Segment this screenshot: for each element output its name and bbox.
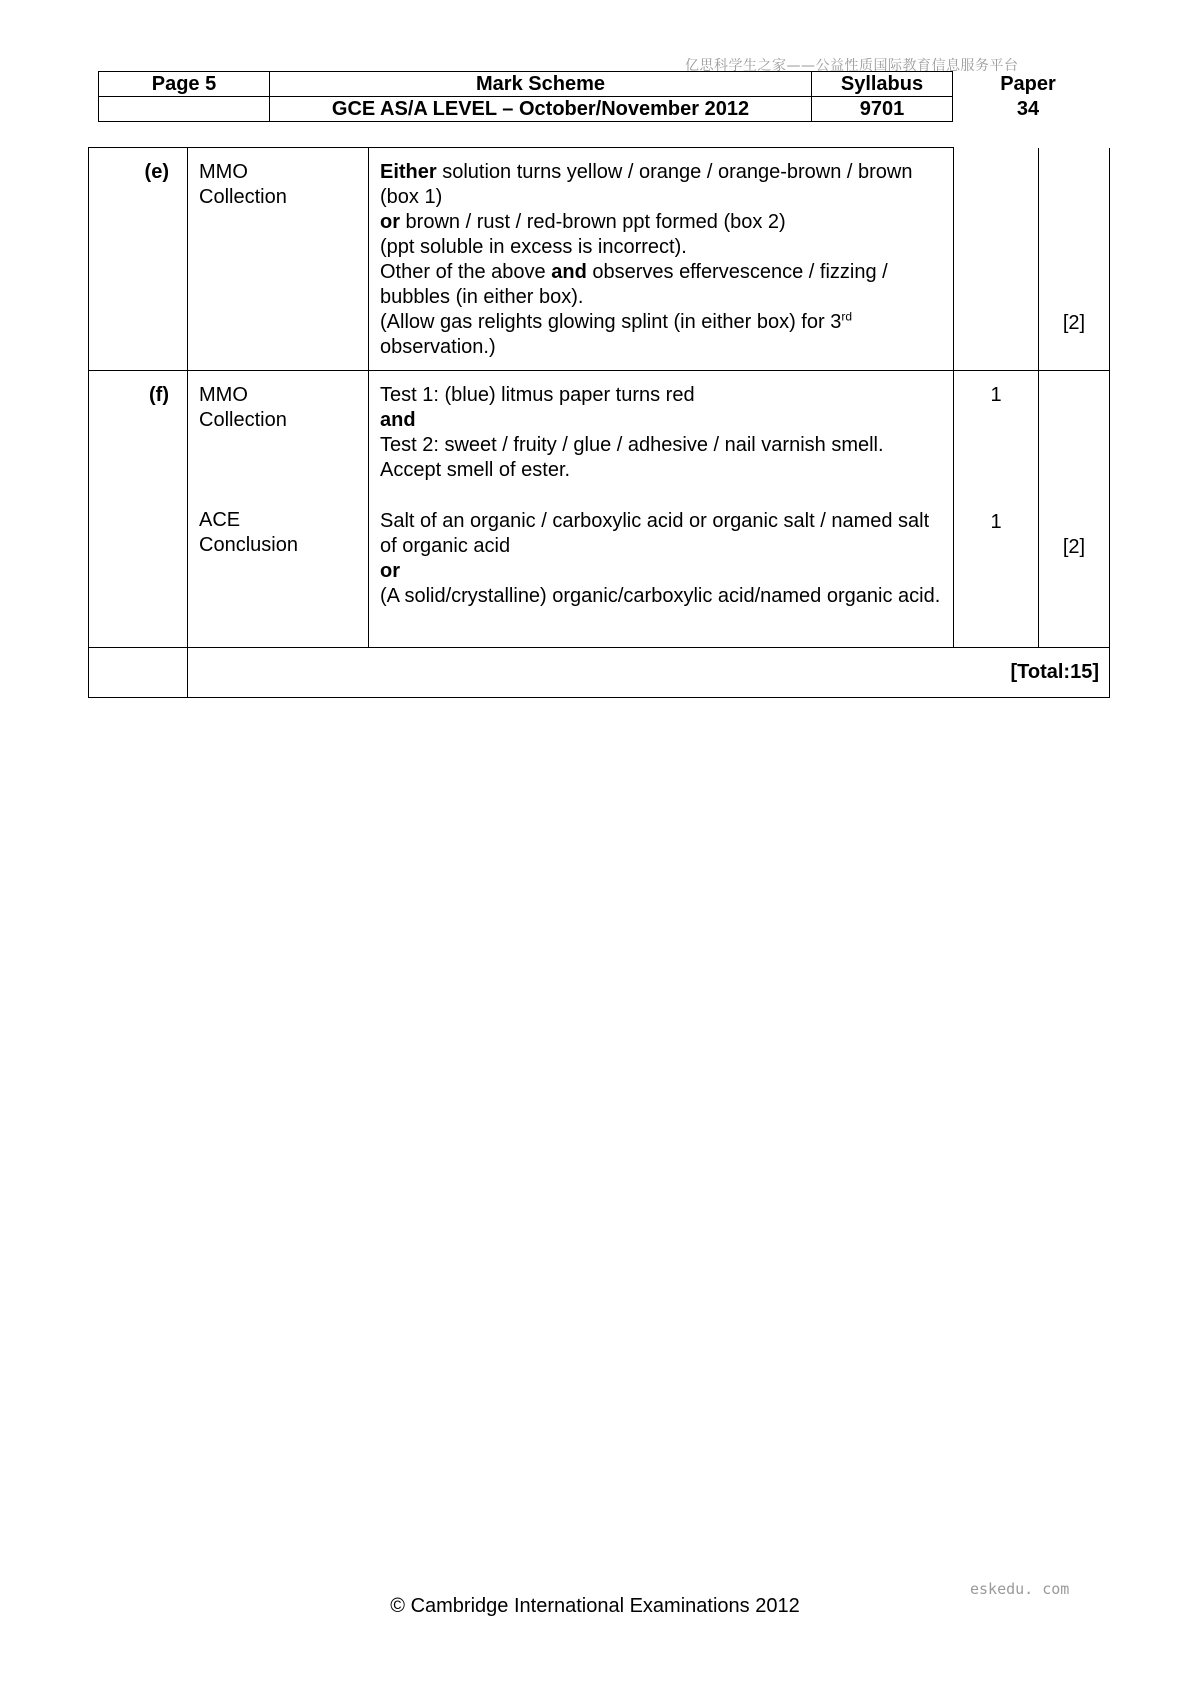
answer-line: and	[380, 409, 416, 431]
skill-label: MMO	[199, 161, 248, 183]
answer-line: (A solid/crystalline) organic/carboxylic acid/named organic acid.	[380, 585, 941, 607]
table-row	[89, 371, 1110, 648]
skill-label: Conclusion	[199, 534, 298, 556]
syllabus-label: Syllabus	[812, 72, 953, 97]
total-mark: [2]	[1039, 148, 1110, 371]
answer-line: Either solution turns yellow / orange / orange-brown / brown (box 1)	[380, 161, 913, 208]
skill-label: Collection	[199, 409, 287, 431]
total-empty-cell	[89, 648, 188, 698]
answer-line: Other of the above and observes effervescence / fizzing / bubbles (in either box).	[380, 261, 888, 308]
skill-label: MMO	[199, 384, 248, 406]
header-table	[98, 71, 953, 122]
paper-box	[958, 72, 1098, 122]
total-mark: [2]	[1062, 536, 1086, 558]
skill-label: ACE	[199, 509, 241, 531]
answer-line: Test 2: sweet / fruity / glue / adhesive / nail varnish smell.	[380, 434, 884, 456]
skill-cell	[188, 371, 369, 648]
doc-title: Mark Scheme	[270, 72, 812, 97]
paper-label: Paper	[1000, 73, 1056, 95]
mark-value: 1	[990, 511, 1002, 533]
watermark-bottom: eskedu. com	[970, 1580, 1070, 1598]
answer-line: Accept smell of ester.	[380, 459, 571, 481]
answer-line: (ppt soluble in excess is incorrect).	[380, 236, 687, 258]
footer-copyright: © Cambridge International Examinations 2012	[390, 1595, 800, 1617]
skill-cell	[188, 148, 369, 371]
watermark-top: 亿思科学生之家——公益性质国际教育信息服务平台	[685, 58, 1019, 74]
skill-label: Collection	[199, 186, 287, 208]
answer-line: or brown / rust / red-brown ppt formed (box 2)	[380, 211, 786, 233]
page-number: Page 5	[99, 72, 270, 97]
total-mark-cell	[1039, 371, 1110, 648]
total-row	[89, 648, 1110, 698]
doc-subtitle: GCE AS/A LEVEL – October/November 2012	[270, 97, 812, 122]
answer-line: Test 1: (blue) litmus paper turns red	[380, 384, 695, 406]
answer-line: Salt of an organic / carboxylic acid or organic salt / named salt of organic acid	[380, 510, 930, 557]
mark-scheme-table	[88, 148, 1110, 698]
question-number: (f)	[89, 371, 188, 648]
paper-value: 34	[1016, 98, 1040, 120]
header-empty-cell	[99, 97, 270, 122]
syllabus-value: 9701	[812, 97, 953, 122]
answer-cell	[369, 371, 954, 648]
answer-line: or	[380, 560, 400, 582]
grand-total: [Total:15]	[188, 648, 1110, 698]
mark-cell	[954, 148, 1039, 371]
mark-value: 1	[990, 384, 1002, 406]
table-row	[89, 148, 1110, 371]
mark-cell	[954, 371, 1039, 648]
answer-line: (Allow gas relights glowing splint (in either box) for 3rd observation.)	[380, 309, 852, 358]
question-number: (e)	[89, 148, 188, 371]
answer-cell	[369, 148, 954, 371]
